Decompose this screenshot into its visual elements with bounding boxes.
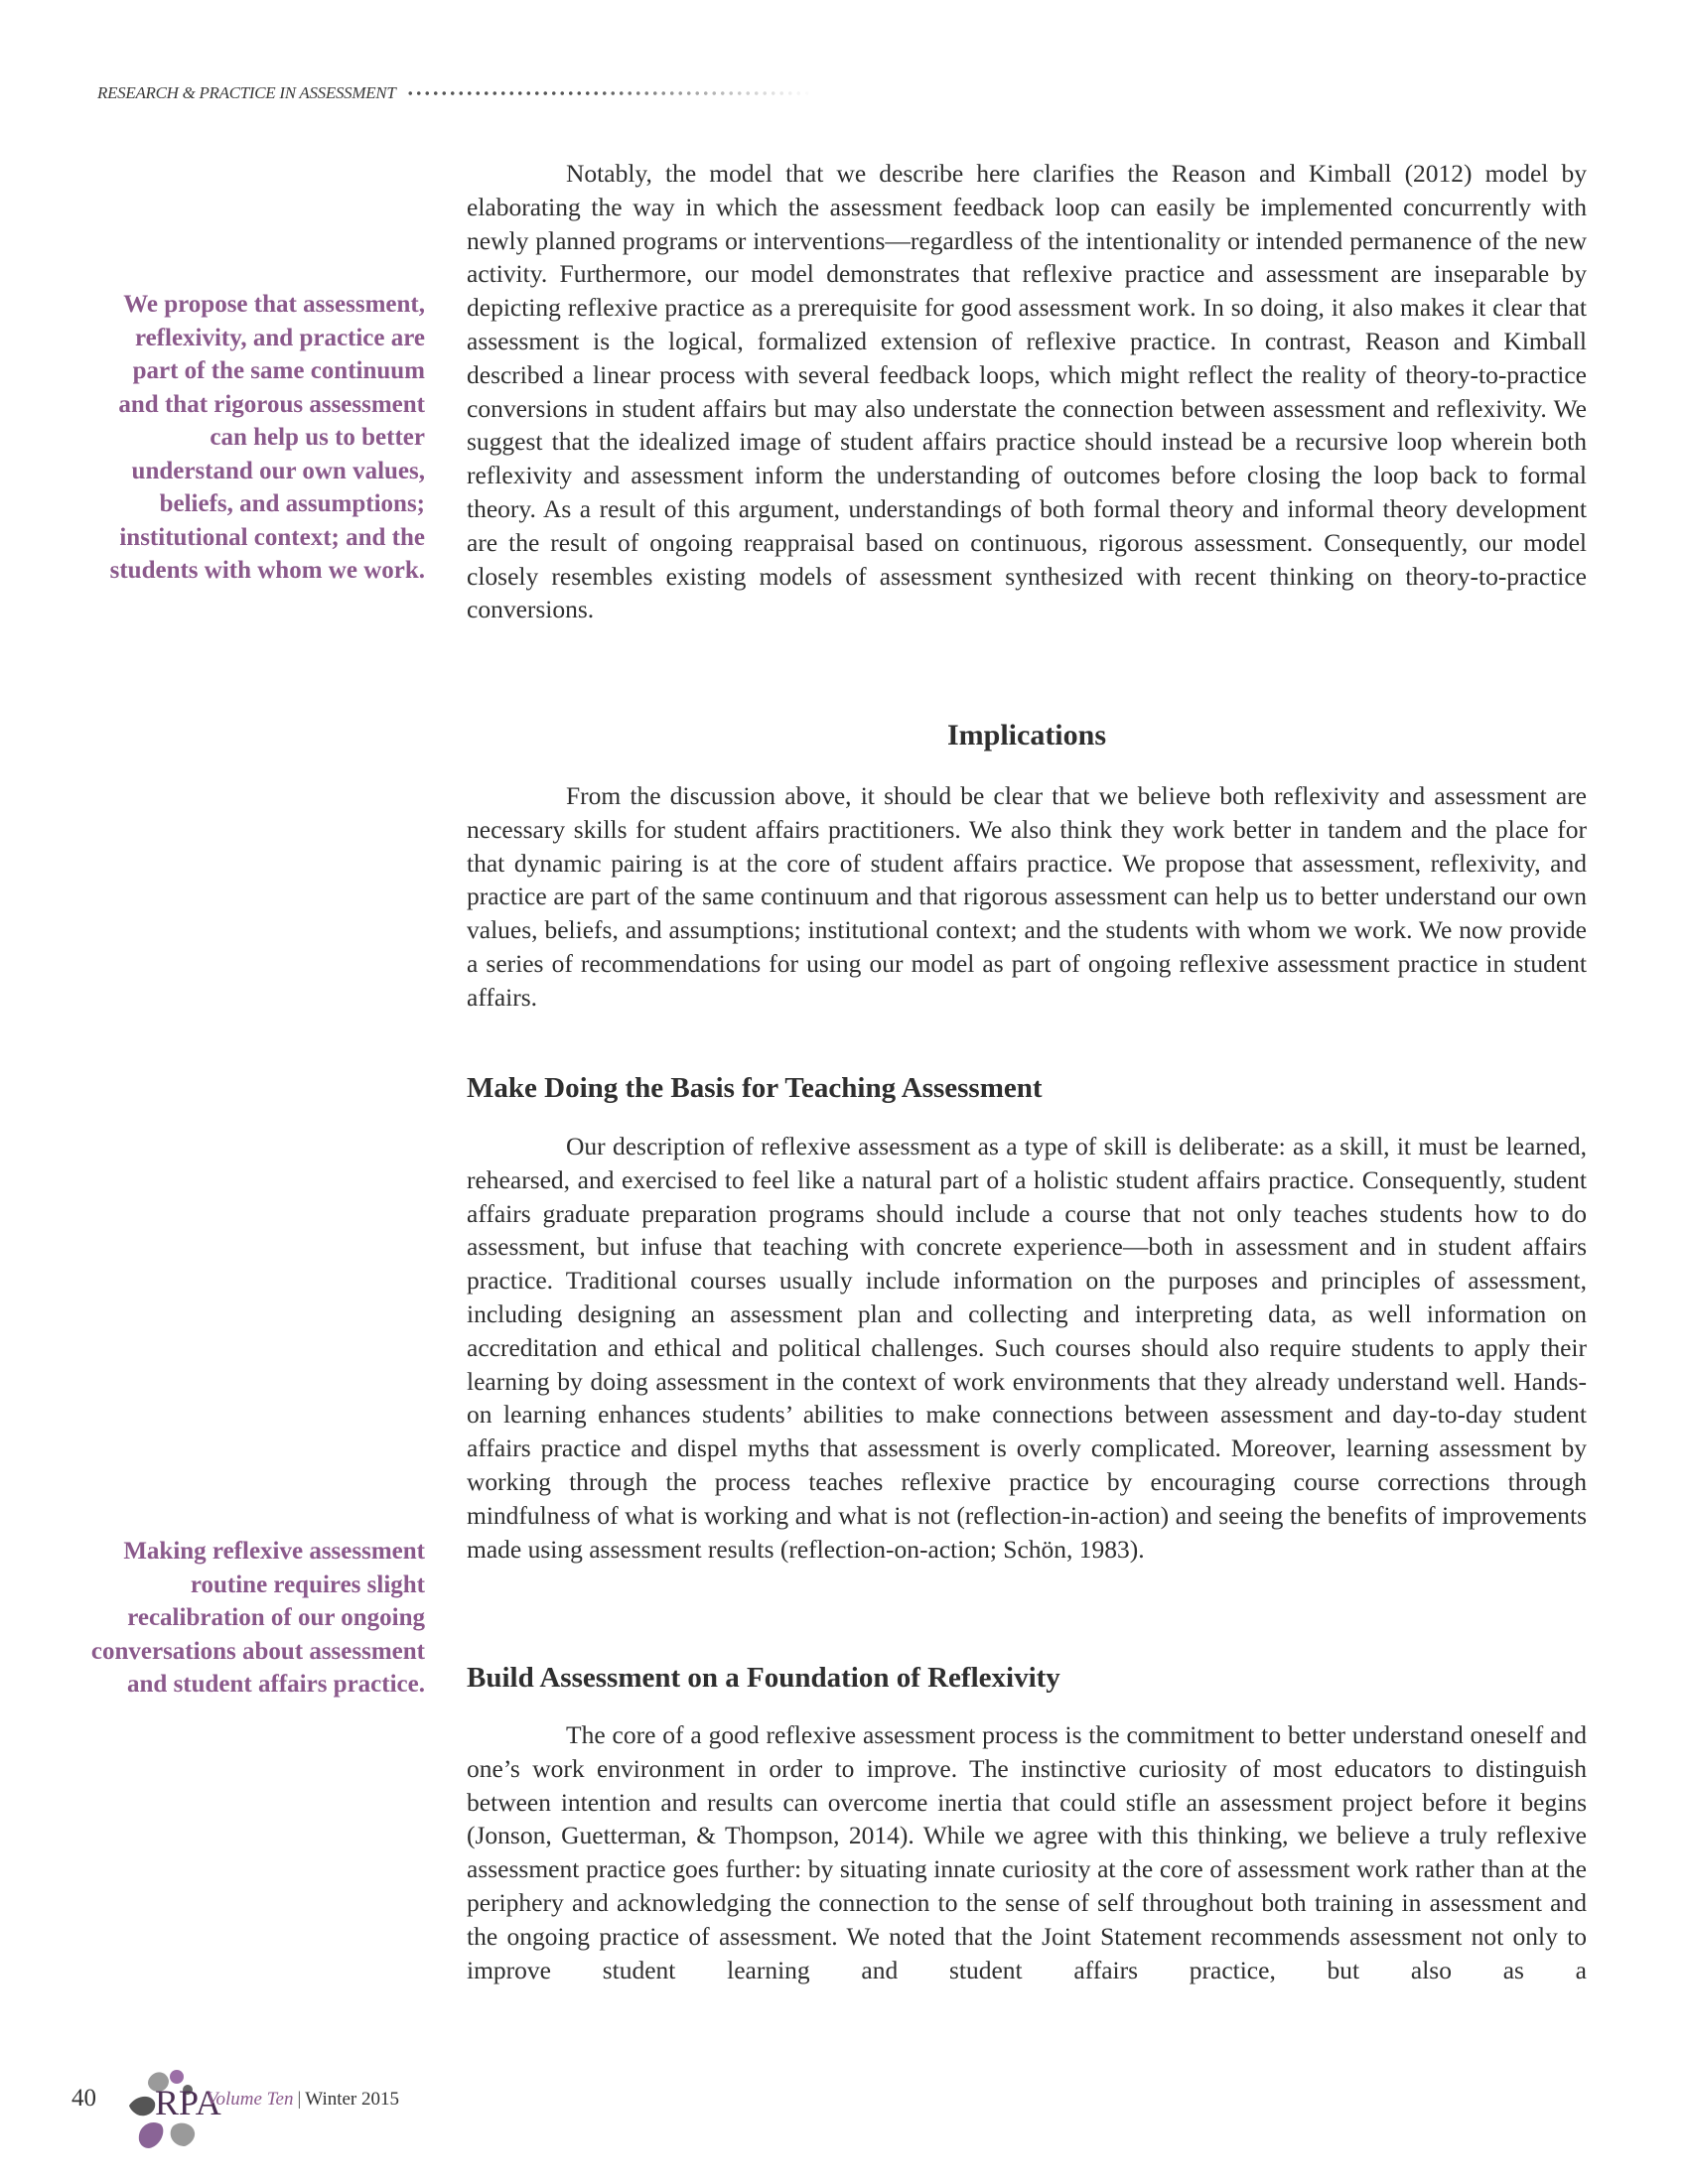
section-build-assessment xyxy=(467,1662,1587,1695)
logo-dot-icon xyxy=(170,2070,184,2084)
pull-quote-1: We propose that assessment, reflexivity, and practice are part of the same continuum and that rigorous assessment can help us to better understand our own values, beliefs, and assumptions; institutional context; and the students with whom we work. xyxy=(109,291,425,584)
page-footer xyxy=(71,2063,767,2152)
build-assessment-body xyxy=(467,1718,1587,1986)
section-make-doing xyxy=(467,1072,1587,1105)
journal-title: RESEARCH & PRACTICE IN ASSESSMENT xyxy=(97,83,396,102)
running-head xyxy=(97,79,813,107)
pull-quote-2: Making reflexive assessment routine requires slight recalibration of our ongoing conversations about assessment and student affairs practice. xyxy=(90,1538,425,1698)
issue-label: Winter 2015 xyxy=(305,2089,400,2110)
footer-separator: | xyxy=(297,2089,302,2110)
section-implications xyxy=(467,719,1587,752)
page-number: 40 xyxy=(71,2085,96,2112)
logo-petal-icon xyxy=(171,2123,195,2146)
logo-petal-icon xyxy=(129,2097,155,2116)
build-assessment-paragraph: The core of a good reflexive assessment process is the commitment to better understand oneself and one’s work environment in order to improve. The instinctive curiosity of most educators to distinguish between intention and results can overcome inertia that could stifle an assessment project before it begins (Jonson, Guetterman, & Thompson, 2014). While we agree with this thinking, we believe a truly reflexive assessment practice goes further: by situating innate curiosity at the core of assessment work rather than at the periphery and acknowledging the connection to the sense of self throughout both training in assessment and the ongoing practice of assessment. We noted that the Joint Statement recommends assessment not only to improve student learning and student affairs practice, but also as a xyxy=(467,1720,1587,1984)
dotted-rule xyxy=(406,90,813,96)
issue-info xyxy=(207,2089,399,2111)
make-doing-body xyxy=(467,1130,1587,1566)
logo-petal-icon xyxy=(139,2122,164,2148)
section-heading-make-doing: Make Doing the Basis for Teaching Assessment xyxy=(467,1072,1043,1104)
intro-paragraph: Notably, the model that we describe here clarifies the Reason and Kimball (2012) model by elaborating the way in which the assessment feedback loop can easily be implemented concurrently with newly planned programs or interventions—regardless of the intentionality or intended permanence of the new activity. Furthermore, our model demonstrates that reflexive practice and assessment are inseparable by depicting reflexive practice as a prerequisite for good assessment work. In so doing, it also makes it clear that assessment is the logical, formalized extension of reflexive practice. In contrast, Reason and Kimball described a linear process with several feedback loops, which might reflect the reality of theory-to-practice conversions in student affairs but may also understate the connection between assessment and reflexivity. We suggest that the idealized image of student affairs practice should instead be a recursive loop wherein both reflexivity and assessment inform the understanding of outcomes before closing the loop back to formal theory. As a result of this argument, understandings of both formal theory and informal theory development are the result of ongoing reappraisal based on continuous, rigorous assessment. Consequently, our model closely resembles existing models of assessment synthesized with recent thinking on theory-to-practice conversions. xyxy=(467,159,1587,624)
volume-label: Volume Ten xyxy=(207,2089,294,2110)
make-doing-paragraph: Our description of reflexive assessment as a type of skill is deliberate: as a skill, it must be learned, rehearsed, and exercised to feel like a natural part of a holistic student affairs practice. Consequently, student affairs graduate preparation programs should include a course that not only teaches students how to do assessment, but infuse that teaching with concrete experience—both in assessment and in student affairs practice. Traditional courses usually include information on the purposes and principles of assessment, including designing an assessment plan and collecting and interpreting data, as well information on accreditation and ethical and political challenges. Such courses should also require students to apply their learning by doing assessment in the context of work environments that they already understand well. Hands-on learning enhances students’ abilities to make connections between assessment and day-to-day student affairs practice and dispel myths that assessment is overly complicated. Moreover, learning assessment by working through the process teaches reflexive practice by encouraging course corrections through mindfulness of what is working and what is not (reflection-in-action) and seeing the benefits of improvements made using assessment results (reflection-on-action; Schön, 1983). xyxy=(467,1132,1587,1564)
implications-paragraph: From the discussion above, it should be clear that we believe both reflexivity and assessment are necessary skills for student affairs practitioners. We also think they work better in tandem and the place for that dynamic pairing is at the core of student affairs practice. We propose that assessment, reflexivity, and practice are part of the same continuum and that rigorous assessment can help us to better understand our own values, beliefs, and assumptions; institutional context; and the students with whom we work. We now provide a series of recommendations for using our model as part of ongoing reflexive assessment practice in student affairs. xyxy=(467,781,1587,1012)
intro-block xyxy=(467,157,1587,626)
implications-body xyxy=(467,779,1587,1015)
section-heading-implications: Implications xyxy=(946,719,1107,751)
section-heading-build-assessment: Build Assessment on a Foundation of Reflexivity xyxy=(467,1662,1060,1694)
logo-text: RPA xyxy=(155,2083,221,2122)
